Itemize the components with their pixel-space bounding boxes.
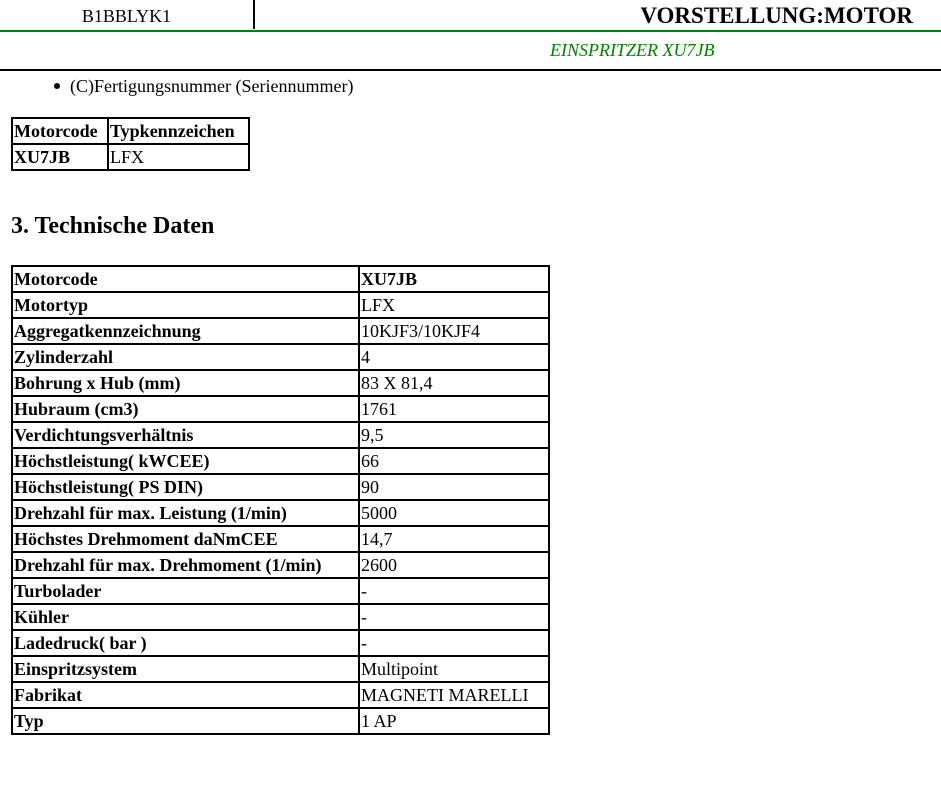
table-value-cell: - [359,578,549,604]
table-label-cell: Motorcode [12,266,359,292]
table-label-cell: Höchstes Drehmoment daNmCEE [12,526,359,552]
table-cell: XU7JB [12,144,108,170]
table-value-cell: 5000 [359,500,549,526]
table-row [12,448,549,474]
technical-data-table [11,265,550,735]
table-label-cell: Einspritzsystem [12,656,359,682]
table-label-cell: Zylinderzahl [12,344,359,370]
list-item [54,75,353,97]
table-value-cell: 90 [359,474,549,500]
table-row [12,552,549,578]
table-label-cell: Typ [12,708,359,734]
table-row [12,370,549,396]
table-header-cell: Typkennzeichen [108,118,249,144]
table-row [12,656,549,682]
table-label-cell: Kühler [12,604,359,630]
table-label-cell: Ladedruck( bar ) [12,630,359,656]
header-divider-black [0,69,941,71]
list-item-text: (C)Fertigungsnummer (Seriennummer) [70,76,354,96]
table-value-cell: 4 [359,344,549,370]
table-row [12,474,549,500]
document-code: B1BBLYK1 [0,0,255,29]
table-header-cell: Motorcode [12,118,108,144]
table-value-cell: 9,5 [359,422,549,448]
table-value-cell: 1 AP [359,708,549,734]
table-value-cell: 1761 [359,396,549,422]
table-row [12,604,549,630]
table-label-cell: Drehzahl für max. Leistung (1/min) [12,500,359,526]
table-row [12,144,249,170]
table-row [12,292,549,318]
page-title: VORSTELLUNG:MOTOR [640,3,913,28]
table-label-cell: Fabrikat [12,682,359,708]
table-value-cell: 2600 [359,552,549,578]
table-label-cell: Hubraum (cm3) [12,396,359,422]
table-label-cell: Drehzahl für max. Drehmoment (1/min) [12,552,359,578]
table-label-cell: Höchstleistung( PS DIN) [12,474,359,500]
table-value-cell: 14,7 [359,526,549,552]
page-subtitle: EINSPRITZER XU7JB [550,40,715,60]
table-value-cell: XU7JB [359,266,549,292]
table-row [12,526,549,552]
engine-code-table [11,117,250,171]
table-label-cell: Turbolader [12,578,359,604]
table-value-cell: - [359,630,549,656]
table-row [12,500,549,526]
document-header [0,0,941,32]
section-heading: 3. Technische Daten [11,213,215,239]
table-label-cell: Motortyp [12,292,359,318]
table-value-cell: - [359,604,549,630]
table-row [12,396,549,422]
table-value-cell: LFX [359,292,549,318]
table-label-cell: Bohrung x Hub (mm) [12,370,359,396]
table-row [12,344,549,370]
table-cell: LFX [108,144,249,170]
table-value-cell: 83 X 81,4 [359,370,549,396]
table-label-cell: Aggregatkennzeichnung [12,318,359,344]
table-row [12,682,549,708]
table-label-cell: Verdichtungsverhältnis [12,422,359,448]
table-value-cell: MAGNETI MARELLI [359,682,549,708]
table-row [12,630,549,656]
bullet-icon [54,83,60,89]
header-divider-green [0,30,941,32]
table-value-cell: 66 [359,448,549,474]
table-row [12,578,549,604]
table-header-row [12,118,249,144]
table-row [12,266,549,292]
table-value-cell: 10KJF3/10KJF4 [359,318,549,344]
table-row [12,708,549,734]
table-value-cell: Multipoint [359,656,549,682]
table-row [12,318,549,344]
table-label-cell: Höchstleistung( kWCEE) [12,448,359,474]
table-row [12,422,549,448]
